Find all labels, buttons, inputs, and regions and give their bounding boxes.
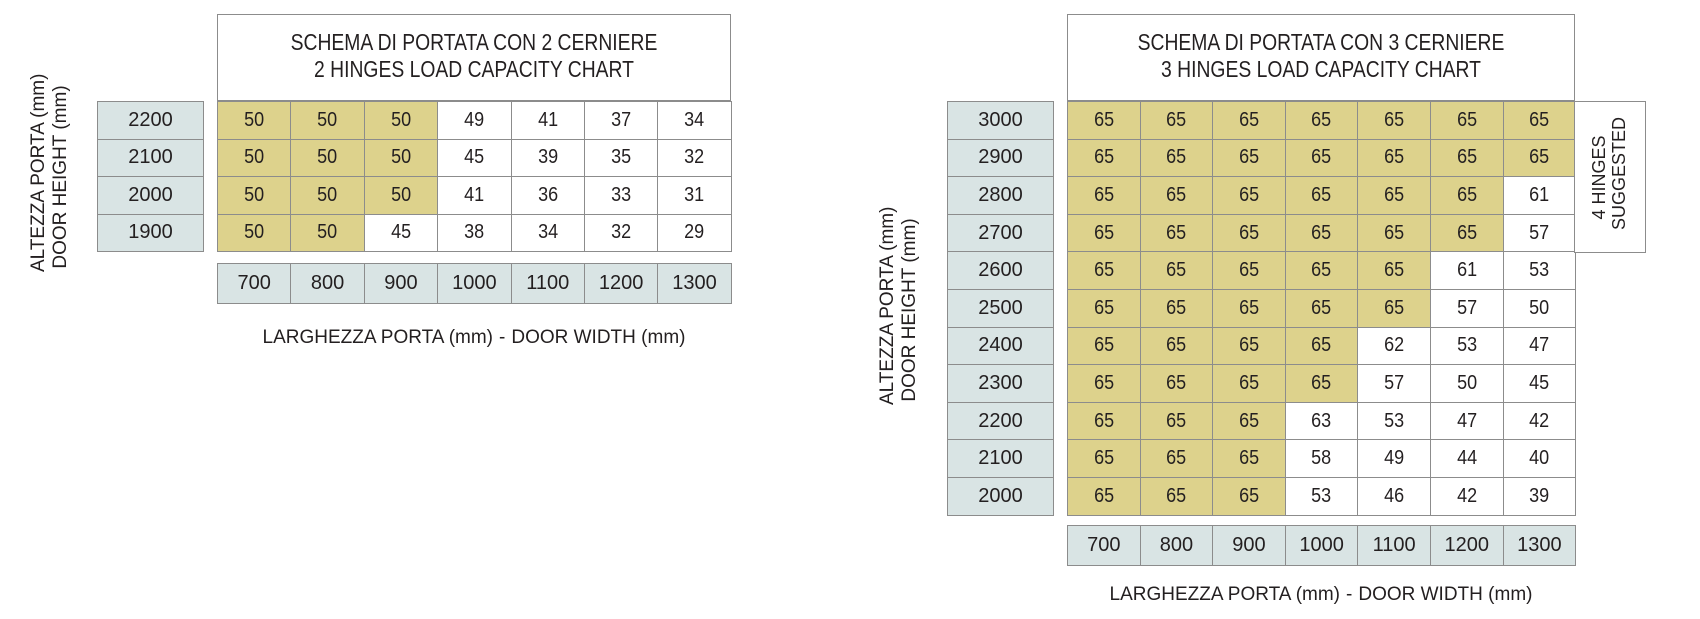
value-cell: 36	[511, 177, 584, 215]
value-cell: 50	[291, 102, 364, 140]
value-cell: 45	[1503, 365, 1576, 403]
value-cell: 65	[1068, 402, 1141, 440]
value-cell: 42	[1503, 402, 1576, 440]
value-cell: 46	[1358, 477, 1431, 515]
value-cell: 65	[1430, 177, 1503, 215]
value-cell: 53	[1503, 252, 1576, 290]
column-header: 800	[291, 264, 364, 304]
row-header: 2400	[948, 327, 1054, 365]
value-cell: 65	[1285, 252, 1358, 290]
value-cell: 65	[1213, 139, 1286, 177]
value-cell: 61	[1430, 252, 1503, 290]
table-row	[1068, 177, 1576, 215]
value-cell: 50	[218, 139, 291, 177]
row-header: 2600	[948, 252, 1054, 290]
value-cell: 65	[1140, 365, 1213, 403]
chart2-xlabel	[1067, 584, 1575, 606]
table-row	[218, 214, 732, 252]
column-header: 900	[364, 264, 437, 304]
chart1-subtitle: 2 HINGES LOAD CAPACITY CHART	[314, 56, 634, 82]
chart1-grid	[217, 101, 732, 252]
value-cell: 65	[1068, 214, 1141, 252]
four-hinges-suggested-note	[1589, 116, 1629, 230]
value-cell: 65	[1068, 289, 1141, 327]
value-cell: 65	[1140, 139, 1213, 177]
value-cell: 50	[291, 214, 364, 252]
value-cell: 57	[1503, 214, 1576, 252]
value-cell: 65	[1285, 177, 1358, 215]
value-cell: 41	[511, 102, 584, 140]
table-row	[1068, 402, 1576, 440]
value-cell: 65	[1213, 327, 1286, 365]
value-cell: 65	[1285, 289, 1358, 327]
value-cell: 63	[1285, 402, 1358, 440]
chart2-ylabel-it: ALTEZZA PORTA (mm)	[877, 206, 898, 405]
row-header: 2000	[948, 477, 1054, 515]
chart1-title-box	[217, 14, 731, 101]
value-cell: 39	[511, 139, 584, 177]
chart1-row-headers	[97, 101, 204, 252]
row-header: 2000	[98, 177, 204, 215]
column-header: 700	[218, 264, 291, 304]
column-header: 800	[1140, 526, 1213, 566]
value-cell: 32	[658, 139, 731, 177]
value-cell: 65	[1068, 102, 1141, 140]
column-header: 1100	[1358, 526, 1431, 566]
value-cell: 57	[1358, 365, 1431, 403]
value-cell: 45	[438, 139, 511, 177]
value-cell: 65	[1358, 139, 1431, 177]
value-cell: 65	[1285, 365, 1358, 403]
value-cell: 65	[1503, 102, 1576, 140]
value-cell: 65	[1068, 177, 1141, 215]
chart2-xlabel-it: LARGHEZZA PORTA (mm)	[1109, 584, 1341, 605]
value-cell: 50	[364, 139, 437, 177]
row-header: 1900	[98, 214, 204, 252]
column-header: 1000	[1285, 526, 1358, 566]
value-cell: 38	[438, 214, 511, 252]
value-cell: 65	[1140, 214, 1213, 252]
value-cell: 65	[1140, 177, 1213, 215]
value-cell: 34	[511, 214, 584, 252]
value-cell: 65	[1068, 327, 1141, 365]
chart1-ylabel	[28, 73, 72, 272]
column-header: 1200	[1430, 526, 1503, 566]
value-cell: 65	[1358, 214, 1431, 252]
value-cell: 65	[1213, 177, 1286, 215]
table-row	[1068, 102, 1576, 140]
value-cell: 33	[584, 177, 657, 215]
value-cell: 65	[1503, 139, 1576, 177]
value-cell: 57	[1430, 289, 1503, 327]
row-header: 2500	[948, 289, 1054, 327]
chart2-ylabel-en: DOOR HEIGHT (mm)	[899, 218, 920, 402]
chart2-title: SCHEMA DI PORTATA CON 3 CERNIERE	[1137, 29, 1505, 55]
value-cell: 65	[1213, 289, 1286, 327]
value-cell: 50	[218, 177, 291, 215]
value-cell: 65	[1213, 214, 1286, 252]
value-cell: 31	[658, 177, 731, 215]
value-cell: 65	[1358, 177, 1431, 215]
value-cell: 47	[1503, 327, 1576, 365]
value-cell: 65	[1285, 139, 1358, 177]
value-cell: 65	[1213, 252, 1286, 290]
value-cell: 62	[1358, 327, 1431, 365]
value-cell: 65	[1140, 252, 1213, 290]
chart1-ylabel-en: DOOR HEIGHT (mm)	[50, 85, 71, 269]
table-row	[218, 139, 732, 177]
value-cell: 50	[218, 102, 291, 140]
value-cell: 47	[1430, 402, 1503, 440]
value-cell: 65	[1213, 365, 1286, 403]
value-cell: 65	[1358, 252, 1431, 290]
value-cell: 65	[1358, 102, 1431, 140]
table-row	[1068, 365, 1576, 403]
column-header: 1300	[1503, 526, 1576, 566]
chart2-xlabel-sep: -	[1346, 584, 1353, 605]
value-cell: 45	[364, 214, 437, 252]
value-cell: 49	[1358, 440, 1431, 478]
column-header: 900	[1213, 526, 1286, 566]
chart1-xlabel	[217, 327, 731, 349]
table-row	[1068, 289, 1576, 327]
row-header: 2900	[948, 139, 1054, 177]
value-cell: 65	[1213, 402, 1286, 440]
suggest-line1: 4 HINGES	[1589, 135, 1609, 220]
chart2-subtitle: 3 HINGES LOAD CAPACITY CHART	[1161, 56, 1481, 82]
column-header: 700	[1068, 526, 1141, 566]
table-row	[1068, 477, 1576, 515]
value-cell: 65	[1285, 102, 1358, 140]
value-cell: 37	[584, 102, 657, 140]
column-header: 1200	[584, 264, 657, 304]
chart2-row-headers	[947, 101, 1054, 516]
row-header: 2100	[948, 440, 1054, 478]
value-cell: 65	[1213, 102, 1286, 140]
value-cell: 58	[1285, 440, 1358, 478]
chart1-ylabel-it: ALTEZZA PORTA (mm)	[28, 73, 49, 272]
chart2-ylabel	[877, 206, 921, 405]
chart1-xlabel-it: LARGHEZZA PORTA (mm)	[262, 327, 494, 348]
value-cell: 53	[1285, 477, 1358, 515]
value-cell: 34	[658, 102, 731, 140]
value-cell: 65	[1358, 289, 1431, 327]
row-header: 2300	[948, 365, 1054, 403]
value-cell: 65	[1140, 477, 1213, 515]
value-cell: 65	[1213, 477, 1286, 515]
value-cell: 65	[1140, 402, 1213, 440]
value-cell: 65	[1213, 440, 1286, 478]
value-cell: 65	[1068, 252, 1141, 290]
value-cell: 65	[1430, 214, 1503, 252]
value-cell: 65	[1068, 365, 1141, 403]
table-row	[1068, 327, 1576, 365]
table-row	[1068, 139, 1576, 177]
value-cell: 41	[438, 177, 511, 215]
value-cell: 65	[1285, 214, 1358, 252]
value-cell: 50	[364, 102, 437, 140]
value-cell: 65	[1140, 440, 1213, 478]
value-cell: 39	[1503, 477, 1576, 515]
chart1-xlabel-en: DOOR WIDTH (mm)	[511, 327, 686, 348]
value-cell: 53	[1430, 327, 1503, 365]
row-header: 2700	[948, 214, 1054, 252]
column-header: 1300	[658, 264, 731, 304]
value-cell: 50	[291, 139, 364, 177]
chart2-column-headers	[1067, 525, 1576, 566]
value-cell: 32	[584, 214, 657, 252]
column-header: 1000	[438, 264, 511, 304]
value-cell: 65	[1140, 289, 1213, 327]
chart2-grid	[1067, 101, 1576, 516]
row-header: 2800	[948, 177, 1054, 215]
table-row	[218, 102, 732, 140]
chart2-title-box	[1067, 14, 1575, 101]
row-header: 2200	[98, 102, 204, 140]
chart1-title: SCHEMA DI PORTATA CON 2 CERNIERE	[290, 29, 658, 55]
value-cell: 42	[1430, 477, 1503, 515]
column-header: 1100	[511, 264, 584, 304]
value-cell: 50	[1503, 289, 1576, 327]
value-cell: 61	[1503, 177, 1576, 215]
value-cell: 50	[291, 177, 364, 215]
row-header: 2200	[948, 402, 1054, 440]
chart1-column-headers	[217, 263, 732, 304]
value-cell: 40	[1503, 440, 1576, 478]
value-cell: 35	[584, 139, 657, 177]
value-cell: 65	[1430, 139, 1503, 177]
value-cell: 65	[1068, 139, 1141, 177]
table-row	[1068, 214, 1576, 252]
suggest-line2: SUGGESTED	[1609, 116, 1629, 230]
value-cell: 49	[438, 102, 511, 140]
value-cell: 65	[1285, 327, 1358, 365]
row-header: 2100	[98, 139, 204, 177]
row-header: 3000	[948, 102, 1054, 140]
table-row	[218, 177, 732, 215]
value-cell: 65	[1068, 477, 1141, 515]
value-cell: 50	[1430, 365, 1503, 403]
chart1-xlabel-sep: -	[499, 327, 506, 348]
value-cell: 65	[1068, 440, 1141, 478]
table-row	[1068, 440, 1576, 478]
value-cell: 65	[1430, 102, 1503, 140]
value-cell: 50	[364, 177, 437, 215]
table-row	[1068, 252, 1576, 290]
value-cell: 44	[1430, 440, 1503, 478]
value-cell: 53	[1358, 402, 1431, 440]
chart2-xlabel-en: DOOR WIDTH (mm)	[1358, 584, 1533, 605]
value-cell: 65	[1140, 102, 1213, 140]
value-cell: 65	[1140, 327, 1213, 365]
value-cell: 50	[218, 214, 291, 252]
value-cell: 29	[658, 214, 731, 252]
